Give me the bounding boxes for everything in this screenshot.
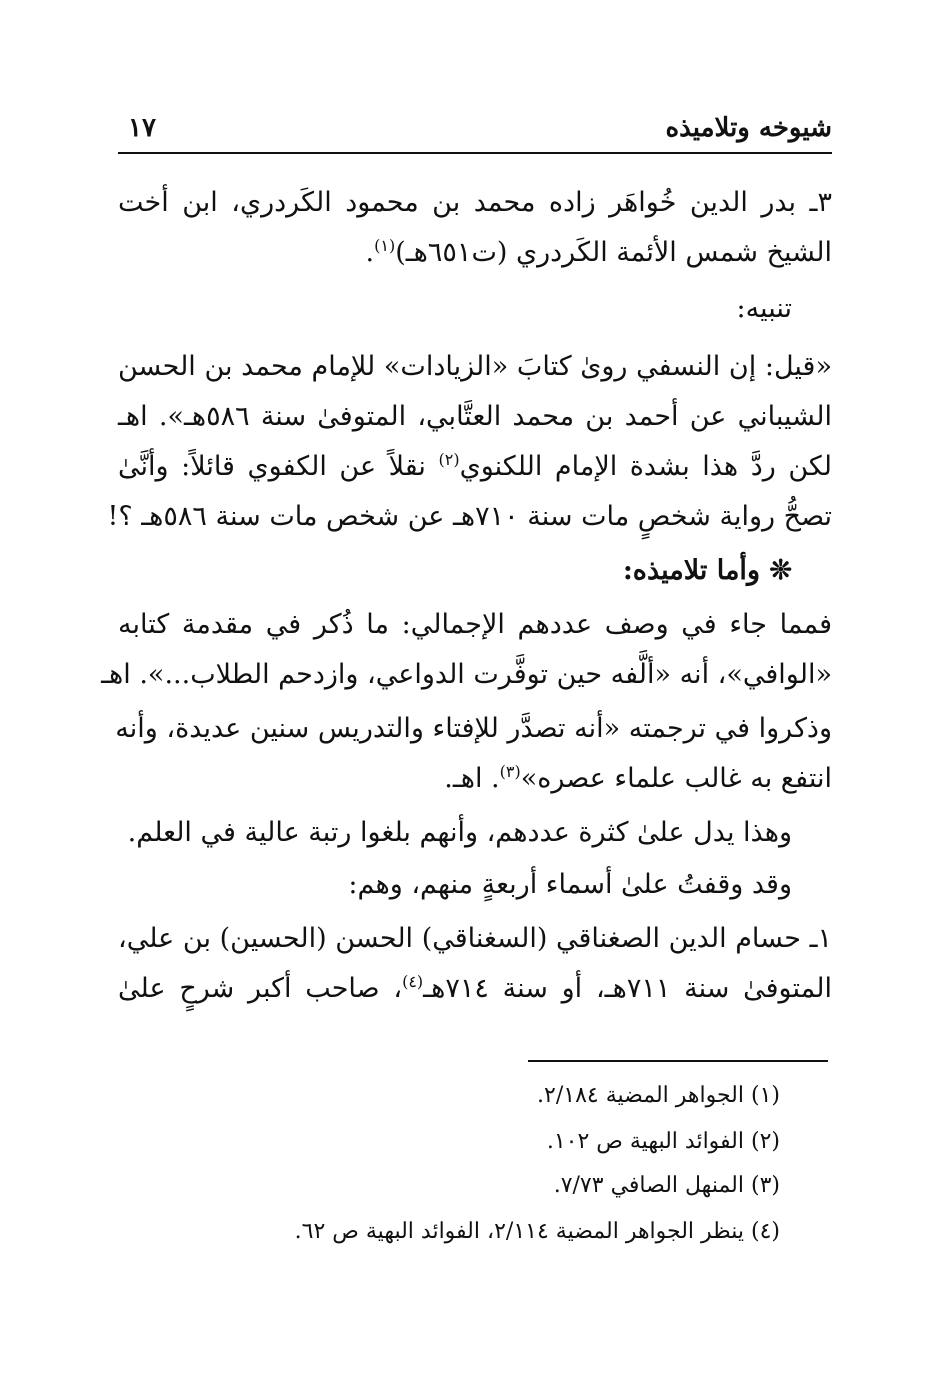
note-heading: تنبيه: — [736, 293, 792, 324]
body-text: لكن ردَّ هذا بشدة الإمام اللكنوي — [459, 451, 833, 482]
body-text: نقلاً عن الكفوي قائلاً: وأنَّىٰ — [118, 451, 439, 482]
footnote: (٤) ينظر الجواهر المضية ٢/١١٤، الفوائد البهية ص ٦٢. — [294, 1219, 780, 1244]
body-line: فمما جاء في وصف عددهم الإجمالي: ما ذُكر في مقدمة كتابه — [118, 609, 832, 640]
running-title: شيوخه وتلاميذه — [665, 113, 832, 143]
section-heading: ❊ وأما تلاميذه: — [622, 555, 792, 586]
body-line: «قيل: إن النسفي رویٰ كتابَ «الزيادات» للإمام محمد بن الحسن — [118, 351, 832, 382]
body-text: . اهـ. — [444, 763, 500, 794]
body-line: وقد وقفتُ علىٰ أسماء أربعةٍ منهم، وهم: — [348, 869, 792, 900]
body-text: الشيخ شمس الأئمة الكَردري (ت٦٥١هـ) — [395, 237, 832, 268]
footnote: (١) الجواهر المضية ٢/١٨٤. — [537, 1083, 780, 1108]
body-line — [118, 442, 832, 492]
body-text: ، صاحب أكبر شرحٍ علىٰ — [118, 973, 403, 1004]
body-line: «الوافي»، أنه «ألَّفه حين توفَّرت الدواعي، وازدحم الطلاب...». اهـ — [101, 659, 832, 690]
page-number: ١٧ — [128, 113, 156, 143]
footnote: (٢) الفوائد البهية ص ١٠٢. — [546, 1129, 780, 1154]
footnote: (٣) المنهل الصافي ٧/٧٣. — [553, 1173, 780, 1198]
body-line: تصحُّ رواية شخصٍ مات سنة ٧١٠هـ عن شخص مات سنة ٥٨٦هـ ؟! — [107, 501, 832, 532]
body-line: ٣ـ بدر الدين خُواهَر زاده محمد بن محمود الكَردري، ابن أخت — [118, 187, 832, 218]
footnote-ref: (٢) — [438, 450, 460, 469]
body-text: . — [365, 237, 375, 268]
body-text: المتوفىٰ سنة ٧١١هـ، أو سنة ٧١٤هـ — [423, 973, 832, 1004]
body-line — [118, 228, 832, 278]
footnote-divider — [528, 1060, 828, 1062]
body-line — [118, 964, 832, 1014]
body-line: وهذا يدل علىٰ كثرة عددهم، وأنهم بلغوا رتبة عالية في العلم. — [127, 817, 792, 848]
footnote-ref: (٤) — [402, 972, 424, 991]
page-header — [118, 108, 832, 154]
body-text: انتفع به غالب علماء عصره» — [520, 763, 832, 794]
footnote-ref: (١) — [374, 236, 396, 255]
body-line: الشيباني عن أحمد بن محمد العتَّابي، المتوفىٰ سنة ٥٨٦هـ». اهـ — [118, 401, 832, 432]
body-line — [118, 754, 832, 804]
body-line: وذكروا في ترجمته «أنه تصدَّر للإفتاء والتدريس سنين عديدة، وأنه — [115, 713, 832, 744]
body-line: ١ـ حسام الدين الصغناقي (السغناقي) الحسن (الحسين) بن علي، — [118, 923, 832, 954]
footnote-ref: (٣) — [499, 762, 521, 781]
